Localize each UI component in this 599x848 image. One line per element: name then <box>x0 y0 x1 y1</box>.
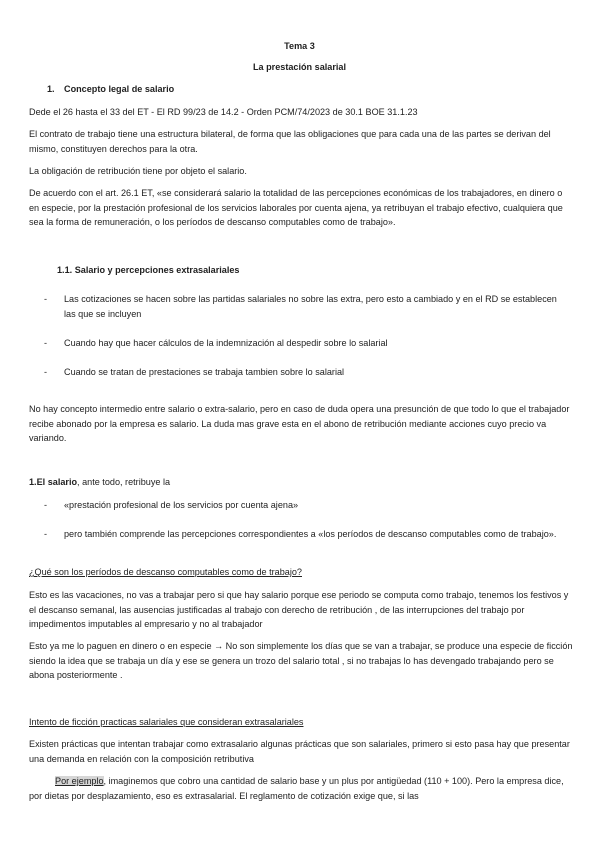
document-title: Tema 3 <box>284 41 315 51</box>
el-salario-line <box>29 476 549 488</box>
paragraph-art-26: De acuerdo con el art. 26.1 ET, «se considerará salario la totalidad de las percepciones económicas de los trabajadores, en dinero o en especie, por la prestación profesional de los servicios laborales por cuenta ajena, ya retribuyan el trabajo efectivo, cualquiera que sea la forma de remuneración, o los períodos de descanso computables como de trabajo». <box>29 188 563 228</box>
el-salario-rest: , ante todo, retribuye la <box>77 477 171 487</box>
paragraph-contract: El contrato de trabajo tiene una estructura bilateral, de forma que las obligaciones que para cada una de las partes se derivan del mismo, constituyen derechos para la otra. <box>29 129 551 154</box>
highlighted-text: Por ejemplo <box>55 776 104 786</box>
bullet-dash: - <box>44 529 48 539</box>
legal-references: Dede el 26 hasta el 33 del ET - El RD 99/23 de 14.2 - Orden PCM/74/2023 de 30.1 BOE 31.1.23 <box>29 107 418 117</box>
paragraph-ejemplo <box>29 774 574 803</box>
paragraph-ejemplo-text: , imaginemos que cobro una cantidad de salario base y un plus por antigüedad (110 + 100). Pero la empresa dice, por dietas por desplazamiento, eso es extrasalarial. El reglamento de cotización exige que, si las <box>29 776 564 801</box>
section-1-1-heading: 1.1. Salario y percepciones extrasalariales <box>57 265 240 275</box>
paragraph-practicas: Existen prácticas que intentan trabajar como extrasalario algunas prácticas que son salariales, primero si esto pasa hay que presentar una demanda en relación con la composición retributiva <box>29 739 570 764</box>
paragraph-ficcion: Esto ya me lo paguen en dinero o en especie → No son simplemente los días que se van a trabajar, se produce una especie de ficción siendo la idea que se trabaja un día y ese se genera un trozo del salario total , si no trabajas lo has devengado trabajando pero se abona posteriormente . <box>29 641 573 681</box>
bullet-text: «prestación profesional de los servicios por cuenta ajena» <box>64 500 299 510</box>
bullet-text: pero también comprende las percepciones correspondientes a «los períodos de descanso computables como de trabajo». <box>64 529 557 539</box>
bullet-text: Las cotizaciones se hacen sobre las partidas salariales no sobre las extra, pero esto a cambiado y en el RD se establecen las que se incluyen <box>64 294 557 319</box>
section-1-number: 1. <box>47 84 55 94</box>
bullet-dash: - <box>44 294 48 304</box>
bullet-dash: - <box>44 500 48 510</box>
bullet-text: Cuando se tratan de prestaciones se trabaja tambien sobre lo salarial <box>64 367 345 377</box>
el-salario-bold: 1.El salario <box>29 477 78 487</box>
question-heading: ¿Qué son los períodos de descanso computables como de trabajo? <box>29 567 302 577</box>
paragraph-retribution: La obligación de retribución tiene por objeto el salario. <box>29 166 247 176</box>
document-subtitle: La prestación salarial <box>252 62 346 72</box>
paragraph-vacaciones: Esto es las vacaciones, no vas a trabajar pero si que hay salario porque ese periodo se computa como trabajo, tenemos los festivos y el descanso semanal, las ausencias justificadas al trabajo con derecho de retribución , de las interrupciones del trabajo por impedimentos imputables al empresario y no al trabajador <box>29 590 569 630</box>
bullet-dash: - <box>44 367 48 377</box>
section-ficcion-heading: Intento de ficción practicas salariales que consideran extrasalariales <box>29 717 304 727</box>
section-1-label: Concepto legal de salario <box>64 84 175 94</box>
bullet-text: Cuando hay que hacer cálculos de la indemnización al despedir sobre lo salarial <box>64 338 388 348</box>
bullet-dash: - <box>44 338 48 348</box>
paragraph-presumption: No hay concepto intermedio entre salario o extra-salario, pero en caso de duda opera una presunción de que todo lo que el trabajador recibe abonado por la empresa es salario. La duda mas grave esta en el abono de retribución mediante acciones cuyo precio va variando. <box>29 404 570 444</box>
